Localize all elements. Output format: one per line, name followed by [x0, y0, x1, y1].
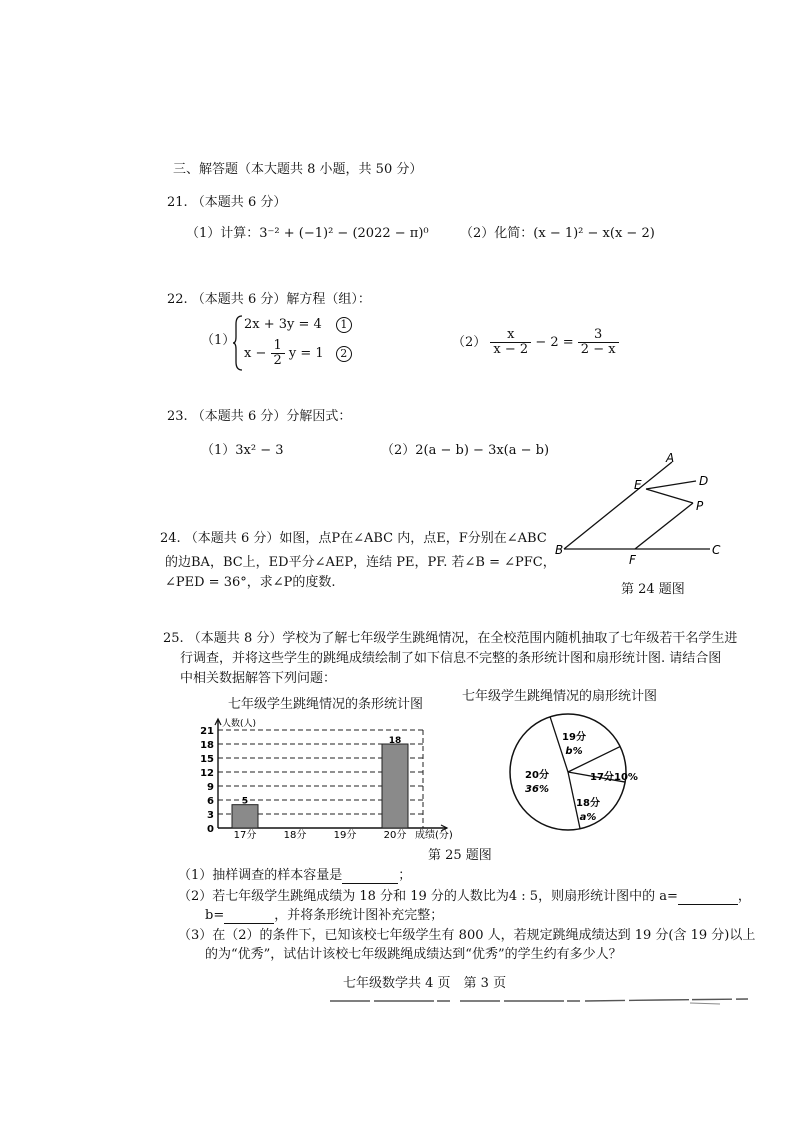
answer-blank-a[interactable]: [678, 904, 738, 905]
q25-line-3: 中相关数据解答下列问题：: [180, 671, 337, 686]
x-tick-label: 20分: [383, 830, 407, 841]
bar-chart-title: 七年级学生跳绳情况的条形统计图: [228, 697, 424, 712]
q21-part1: [186, 226, 429, 242]
pie-slice-percent: a%: [579, 812, 597, 823]
q22-equation-2: [244, 339, 352, 368]
q23-part2: （2）2(a − b) − 3x(a − b): [381, 443, 550, 458]
bar-chart: [196, 716, 461, 840]
y-tick-label: 6: [207, 796, 214, 807]
fraction-3-over-2-minus-x: [578, 328, 619, 357]
section-title: 三、解答题（本大题共 8 小题，共 50 分）: [173, 162, 423, 177]
bar-data-label: 5: [241, 796, 249, 807]
label-C: C: [712, 543, 721, 557]
q21-part1-expression: 3⁻² + (−1)² − (2022 − π)⁰: [259, 226, 429, 241]
answer-blank-sample-size[interactable]: [342, 883, 398, 884]
y-tick-label: 15: [200, 754, 214, 765]
q25-sub-1-end: ；: [398, 868, 412, 883]
y-tick-label: 3: [207, 810, 214, 821]
label-P: P: [696, 499, 704, 513]
label-F: F: [629, 553, 636, 567]
y-tick-label: 0: [207, 824, 214, 835]
pie-slice-percent: 10%: [614, 772, 638, 783]
page-footer: 七年级数学共 4 页 第 3 页: [343, 976, 507, 991]
q22-part2: [452, 328, 619, 357]
q21-heading: 21. （本题共 6 分）: [167, 195, 287, 210]
pie-chart-title: 七年级学生跳绳情况的扇形统计图: [462, 689, 658, 704]
q24-geometry-figure: [550, 448, 730, 567]
bar: [382, 744, 408, 828]
q25-line-2: 行调查，并将这些学生的跳绳成绩绘制了如下信息不完整的条形统计图和扇形统计图. 请结合图: [180, 651, 722, 666]
fraction-half: [271, 339, 285, 368]
q25-figure-caption: 第 25 题图: [428, 848, 492, 863]
q24-line-2: 的边BA，BC上，ED平分∠AEP，连结 PE，PF. 若∠B = ∠PFC，: [165, 555, 556, 570]
q25-sub-2-b: [205, 908, 443, 924]
y-tick-label: 18: [200, 740, 214, 751]
fraction-numerator: 1: [271, 339, 285, 354]
q24-figure-caption: 第 24 题图: [621, 582, 685, 597]
label-A: A: [666, 451, 675, 465]
pie-slice-category: 20分: [525, 770, 549, 781]
fraction-x-over-x-minus-2: [490, 328, 531, 357]
q25-sub-2-b-end: ，并将条形统计图补充完整；: [274, 908, 444, 923]
q25-sub-2-comma: ，: [737, 889, 751, 904]
slice-divider: [550, 717, 568, 772]
y-axis-title: 人数(人): [222, 719, 257, 729]
label-D: D: [699, 474, 709, 488]
q22-equation-1: [244, 317, 352, 333]
b-label: b=: [205, 908, 225, 923]
x-axis-title: 成绩(分): [415, 830, 453, 841]
pie-slice-category: 17分: [590, 772, 614, 783]
q21-part2-label: （2）化简：: [460, 226, 534, 241]
pie-slice-percent: 36%: [525, 784, 549, 795]
bar-data-label: 18: [388, 736, 402, 746]
q25-sub-2-text: （2）若七年级学生跳绳成绩为 18 分和 19 分的人数比为4 : 5，则扇形统计图中的 a=: [178, 889, 678, 904]
q24-line-3: ∠PED = 36°，求∠P的度数.: [165, 575, 336, 590]
q25-sub-1: [178, 868, 411, 884]
q23-heading: 23. （本题共 6 分）分解因式：: [167, 409, 352, 424]
segment-ED: [646, 481, 696, 489]
pie-slice-category: 19分: [562, 732, 586, 743]
pie-slice-percent: b%: [565, 746, 583, 757]
q21-part2-expression: (x − 1)² − x(x − 2): [533, 226, 655, 241]
equation-2-prefix: x −: [244, 346, 267, 361]
answer-blank-b[interactable]: [224, 923, 274, 924]
bar: [232, 805, 258, 828]
q25-sub-3-line-1: （3）在（2）的条件下，已知该校七年级学生有 800 人，若规定跳绳成绩达到 19 分(含 19 分)以上: [178, 928, 756, 943]
pie-slice-category: 18分: [576, 798, 600, 809]
q22-part2-label: （2）: [452, 335, 487, 350]
equation-1-text: 2x + 3y = 4: [244, 317, 322, 332]
q22-heading: 22. （本题共 6 分）解方程（组）：: [167, 292, 371, 307]
system-brace: [232, 314, 244, 372]
fraction-denominator: x − 2: [493, 342, 529, 357]
equation-marker-1: 1: [336, 317, 352, 333]
q24-line-1: 24. （本题共 6 分）如图，点P在∠ABC 内，点E，F分别在∠ABC: [160, 531, 547, 546]
equation-marker-2: 2: [336, 346, 352, 362]
label-E: E: [634, 478, 642, 492]
segment-EP: [646, 489, 693, 503]
q25-sub-3-line-2: 的为“优秀”，试估计该校七年级跳绳成绩达到“优秀”的学生约有多少人？: [205, 947, 622, 962]
fraction-denominator: 2: [273, 353, 282, 368]
y-tick-label: 9: [207, 782, 214, 793]
y-tick-label: 21: [200, 726, 214, 737]
x-tick-label: 18分: [283, 830, 307, 841]
fraction-denominator: 2 − x: [580, 342, 616, 357]
scan-artifact-line: [330, 995, 750, 1007]
equation-middle: − 2 =: [535, 335, 574, 350]
q25-sub-1-text: （1）抽样调查的样本容量是: [178, 868, 343, 883]
x-tick-label: 19分: [333, 830, 357, 841]
fraction-numerator: x: [490, 328, 531, 343]
y-tick-label: 12: [200, 768, 214, 779]
fraction-numerator: 3: [578, 328, 619, 343]
x-tick-label: 17分: [233, 830, 257, 841]
ray-BA: [564, 462, 672, 549]
segment-PF: [635, 503, 693, 549]
pie-chart: [508, 700, 638, 840]
q21-part1-label: （1）计算：: [186, 226, 260, 241]
q21-part2: [460, 226, 655, 242]
q25-sub-2: [178, 889, 751, 905]
equation-2-suffix: y = 1: [288, 346, 324, 361]
label-B: B: [555, 543, 564, 557]
q22-part1-label: （1）: [201, 333, 236, 348]
q25-line-1: 25. （本题共 8 分）学校为了解七年级学生跳绳情况，在全校范围内随机抽取了七年级若干名学生进: [163, 631, 738, 646]
q23-part1: （1）3x² − 3: [201, 443, 284, 458]
